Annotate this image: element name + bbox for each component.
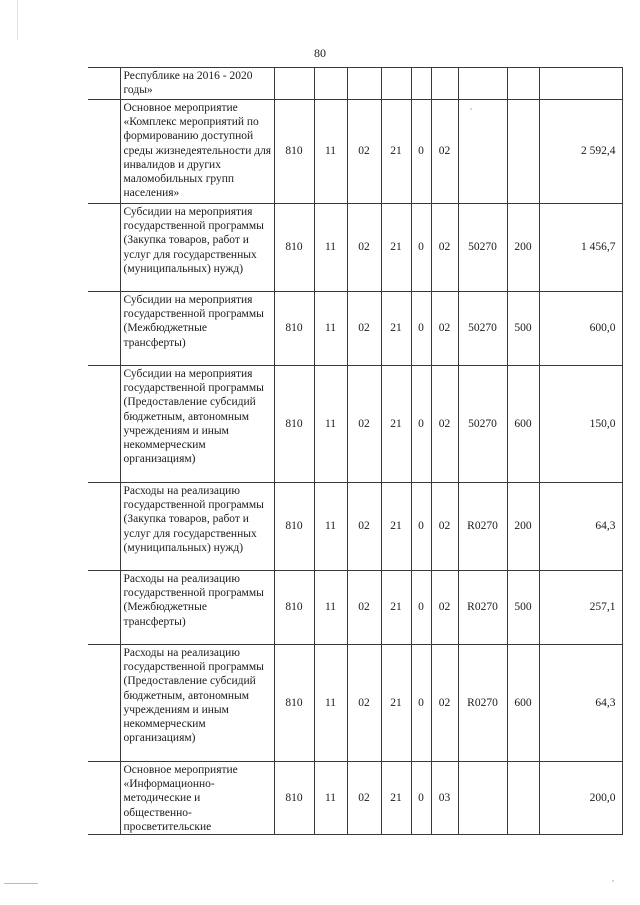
cell-ved: 810 [274,292,314,366]
cell-amount: 2 592,4 [539,100,622,204]
row-name: Основное мероприятие «Информационно-методические и общественно-просветительские [120,762,274,835]
cell-ved: 810 [274,366,314,483]
cell-p4: 50270 [458,366,507,483]
cell-vr: 500 [507,571,539,645]
cell-rz [314,68,347,100]
cell-pr: 02 [347,100,381,204]
cell-p2: 0 [411,645,431,762]
cell-pr: 02 [347,645,381,762]
row-name: Расходы на реализацию государственной программы (Межбюджетные трансферты) [120,571,274,645]
table-row [88,292,622,366]
table-row [88,645,622,762]
row-margin-cell [88,100,120,204]
cell-p3: 02 [431,571,458,645]
page-number: 80 [314,46,326,60]
table-row [88,68,622,100]
row-margin-cell [88,204,120,292]
row-name: Республике на 2016 - 2020 годы» [120,68,274,100]
table-row [88,100,622,204]
cell-vr: 600 [507,645,539,762]
cell-p3: 02 [431,292,458,366]
cell-amount [539,68,622,100]
cell-p1: 21 [381,366,411,483]
footer-rule [4,883,38,884]
cell-ved [274,68,314,100]
cell-vr [507,68,539,100]
cell-ved: 810 [274,483,314,571]
cell-amount: 150,0 [539,366,622,483]
row-name: Субсидии на мероприятия государственной программы (Закупка товаров, работ и услуг для государственных (муниципальных) нужд) [120,204,274,292]
cell-vr [507,100,539,204]
cell-amount: 1 456,7 [539,204,622,292]
row-margin-cell [88,645,120,762]
row-name: Субсидии на мероприятия государственной программы (Предоставление субсидий бюджетным, автономным учреждениям и иным некоммерческим организациям) [120,366,274,483]
cell-rz: 11 [314,366,347,483]
cell-p1: 21 [381,762,411,835]
cell-rz: 11 [314,645,347,762]
cell-p2: 0 [411,483,431,571]
cell-p4 [458,68,507,100]
cell-p3 [431,68,458,100]
cell-p1: 21 [381,645,411,762]
cell-pr [347,68,381,100]
cell-p4: 50270 [458,204,507,292]
cell-p1: 21 [381,571,411,645]
cell-vr: 500 [507,292,539,366]
cell-p2: 0 [411,366,431,483]
cell-p2 [411,68,431,100]
table-row [88,204,622,292]
cell-p4: 50270 [458,292,507,366]
cell-p2: 0 [411,762,431,835]
cell-p3: 02 [431,483,458,571]
cell-ved: 810 [274,762,314,835]
cell-pr: 02 [347,204,381,292]
cell-p4: R0270 [458,571,507,645]
cell-rz: 11 [314,204,347,292]
cell-pr: 02 [347,762,381,835]
cell-pr: 02 [347,292,381,366]
cell-rz: 11 [314,292,347,366]
cell-p2: 0 [411,204,431,292]
cell-p2: 0 [411,571,431,645]
cell-ved: 810 [274,645,314,762]
cell-vr: 200 [507,204,539,292]
cell-p3: 02 [431,645,458,762]
cell-pr: 02 [347,366,381,483]
cell-p1: 21 [381,204,411,292]
cell-p1: 21 [381,100,411,204]
row-name: Субсидии на мероприятия государственной программы (Межбюджетные трансферты) [120,292,274,366]
cell-p2: 0 [411,292,431,366]
margin-line [17,0,18,40]
row-margin-cell [88,68,120,100]
row-margin-cell [88,366,120,483]
cell-amount: 600,0 [539,292,622,366]
cell-pr: 02 [347,483,381,571]
row-name: Расходы на реализацию государственной программы (Закупка товаров, работ и услуг для государственных (муниципальных) нужд) [120,483,274,571]
cell-amount: 64,3 [539,645,622,762]
cell-vr: 600 [507,366,539,483]
cell-amount: 257,1 [539,571,622,645]
cell-ved: 810 [274,571,314,645]
row-margin-cell [88,571,120,645]
cell-amount: 200,0 [539,762,622,835]
cell-amount: 64,3 [539,483,622,571]
cell-vr: 200 [507,483,539,571]
table-row [88,571,622,645]
scan-speck [470,108,472,110]
row-margin-cell [88,762,120,835]
cell-ved: 810 [274,204,314,292]
cell-ved: 810 [274,100,314,204]
cell-rz: 11 [314,100,347,204]
cell-p1: 21 [381,483,411,571]
cell-p3: 02 [431,204,458,292]
row-margin-cell [88,483,120,571]
table-row [88,366,622,483]
scan-speck [612,880,614,882]
table-body [88,68,622,835]
row-margin-cell [88,292,120,366]
cell-rz: 11 [314,762,347,835]
cell-vr [507,762,539,835]
cell-p3: 03 [431,762,458,835]
cell-p4 [458,762,507,835]
row-name: Расходы на реализацию государственной программы (Предоставление субсидий бюджетным, автономным учреждениям и иным некоммерческим организациям) [120,645,274,762]
cell-p4: R0270 [458,483,507,571]
cell-p3: 02 [431,366,458,483]
cell-p2: 0 [411,100,431,204]
cell-p3: 02 [431,100,458,204]
row-name: Основное мероприятие «Комплекс мероприятий по формированию доступной среды жизнедеятельности для инвалидов и других маломобильных групп населения» [120,100,274,204]
cell-rz: 11 [314,571,347,645]
cell-p1 [381,68,411,100]
cell-rz: 11 [314,483,347,571]
cell-p4 [458,100,507,204]
budget-table [88,67,623,835]
cell-p4: R0270 [458,645,507,762]
cell-p1: 21 [381,292,411,366]
cell-pr: 02 [347,571,381,645]
table-row [88,762,622,835]
table-row [88,483,622,571]
